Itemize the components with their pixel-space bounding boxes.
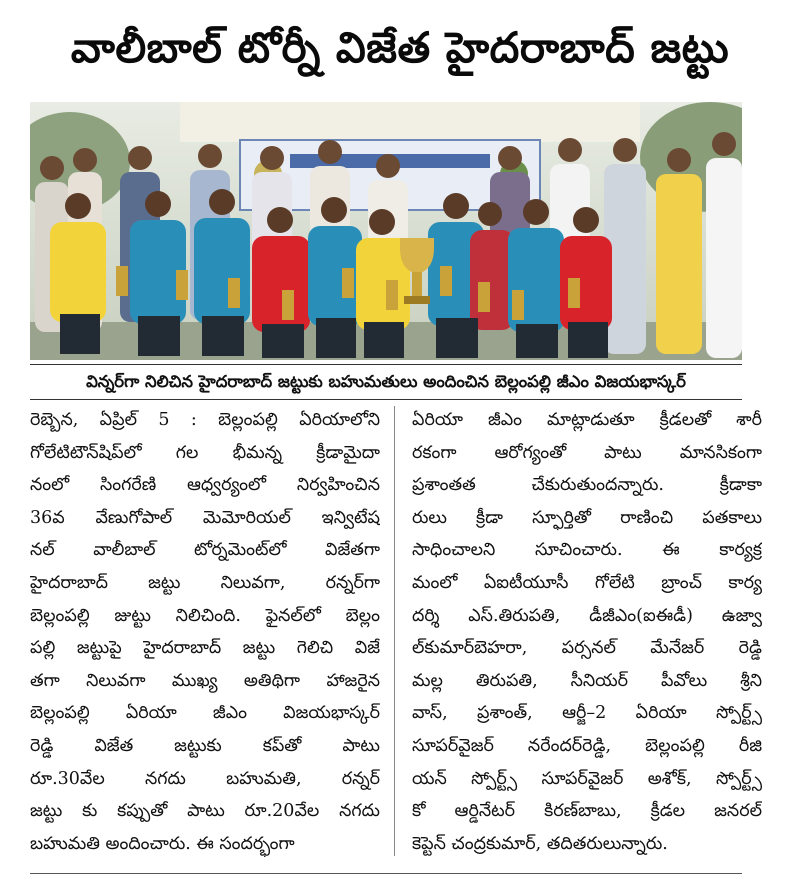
article-line: కో ఆర్డినేటర్ కిరణ్‌బాబు, క్రీడల జనరల్ (412, 801, 762, 822)
article-line: నల్ వాలీబాల్ టోర్నమెంట్‌లో విజేతగా (30, 540, 380, 561)
article-line: యన్ స్పోర్ట్స్ సూపర్‌వైజర్ అశోక్, స్పోర్ట్స్ (412, 768, 762, 789)
article-line: ప్రశాంతత చేకురుతుందన్నారు. క్రీడాకా (412, 475, 762, 496)
article-line: పల్లి జట్టుపై హైదరాబాద్ జట్టు గెలిచి విజే (30, 638, 380, 659)
article-line: హైదరాబాద్ జట్టు నిలువగా, రన్నర్‌గా (30, 572, 380, 593)
article-line: ల్‌కుమార్‌బెహరా, పర్సనల్ మేనేజర్ రెడ్డి (412, 638, 762, 659)
team-photo-icon (30, 102, 742, 360)
team-photo (30, 102, 742, 360)
headline: వాలీబాల్ టోర్నీ విజేత హైదరాబాద్ జట్టు (70, 23, 730, 72)
article-line: బెల్లంపల్లి ఏరియా జీఎం విజయభాస్కర్ (30, 703, 380, 724)
column-divider (394, 406, 395, 856)
article-line: కెప్టెన్ చంద్రకుమార్, తదితరులున్నారు. (412, 833, 668, 854)
bottom-rule (30, 873, 742, 874)
article-column-left (30, 404, 380, 860)
photo-caption: విన్నర్‌గా నిలిచిన హైదరాబాద్ జట్టుకు బహుమతులు అందించిన బెల్లంపల్లి జీఎం విజయభాస్కర్ (30, 364, 742, 400)
article-line: రెబ్బెన, ఏప్రిల్ 5 : బెల్లంపల్లి ఏరియాలోని (30, 410, 380, 430)
article-column-right (412, 404, 762, 860)
article-line: గోలేటిటౌన్‌షిప్‌లో గల భీమన్న క్రీడామైదా (30, 442, 380, 463)
article-line: సాధించాలని సూచించారు. ఈ కార్యక్ర (412, 540, 762, 561)
article-line: రకంగా ఆరోగ్యంతో పాటు మానసికంగా (412, 442, 762, 463)
article-line: తగా నిలువగా ముఖ్య అతిథిగా హాజరైన (30, 670, 380, 691)
article-line: నంలో సింగరేణి ఆధ్వర్యంలో నిర్వహించిన (30, 475, 380, 496)
article-line: బహుమతి అందించారు. ఈ సందర్భంగా (30, 833, 295, 854)
article-line: జట్టు కు కప్పుతో పాటు రూ.20వేల నగదు (30, 801, 380, 822)
article-line: రులు క్రీడా స్ఫూర్తితో రాణించి పతకాలు (412, 507, 762, 528)
article-line: రూ.30వేల నగదు బహుమతి, రన్నర్ (30, 768, 380, 789)
article-line: మంలో ఏఐటీయూసీ గోలేటి బ్రాంచ్ కార్య (412, 572, 762, 593)
article-line: మల్ల తిరుపతి, సీనియర్ పీవోలు శ్రీని (412, 670, 762, 691)
article-line: సూపర్‌వైజర్ నరేందర్‌రెడ్డి, బెల్లంపల్లి రీజి (412, 735, 762, 756)
article-line: వాస్, ప్రశాంత్, ఆర్జీ–2 ఏరియా స్పోర్ట్స్ (412, 703, 762, 724)
article-line: దర్శి ఎస్.తిరుపతి, డీజీఎం(ఐఈడీ) ఉజ్వా (412, 605, 762, 626)
article-line: బెల్లంపల్లి జుట్టు నిలిచింది. ఫైనల్‌లో బెల్లం (30, 605, 380, 626)
article-line: 36వ వేణుగోపాల్ మెమోరియల్ ఇన్విటేష (30, 507, 380, 528)
article-line: ఏరియా జీఎం మాట్లాడుతూ క్రీడలతో శారీ (412, 410, 762, 430)
article-line: రెడ్డి విజేత జట్టుకు కప్‌తో పాటు (30, 735, 380, 756)
